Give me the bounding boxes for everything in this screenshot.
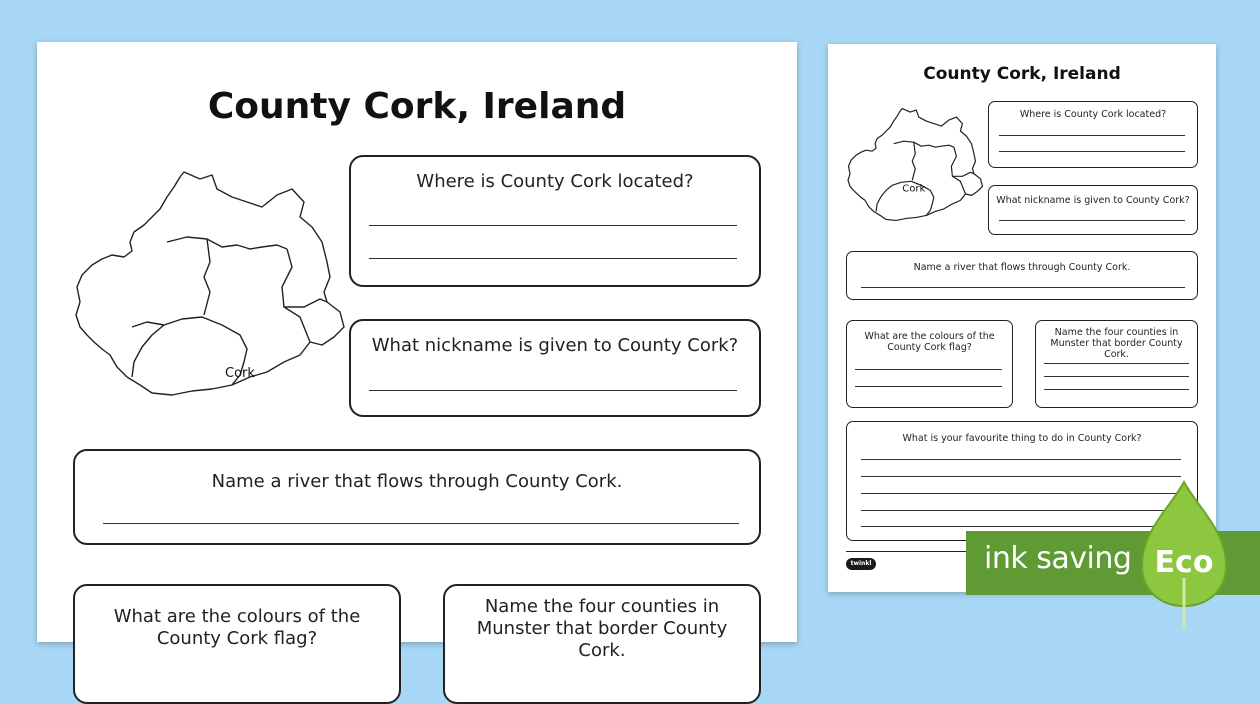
question-counties: Name the four counties in Munster that border County Cork.: [476, 596, 728, 661]
question-flag: What are the colours of the County Cork flag?: [113, 606, 361, 649]
question-box-located-small[interactable]: [988, 101, 1198, 168]
question-nickname: What nickname is given to County Cork?: [371, 335, 739, 356]
ink-saving-label: ink saving: [984, 541, 1132, 576]
question-located: Where is County Cork located?: [416, 171, 694, 192]
question-box-river-small[interactable]: [846, 251, 1198, 300]
question-located-small: Where is County Cork located?: [1019, 109, 1167, 120]
answer-line: [861, 526, 1181, 527]
answer-line: [999, 135, 1185, 136]
eco-leaf-icon: [1138, 478, 1230, 630]
map-label-cork-small: Cork: [902, 183, 926, 195]
worksheet-large-preview: [37, 42, 797, 661]
answer-line: [369, 258, 737, 259]
answer-line: [1044, 363, 1189, 364]
eco-badge-text: Eco: [1154, 545, 1214, 580]
answer-line: [1044, 376, 1189, 377]
cork-map: [72, 167, 347, 402]
answer-line: [855, 386, 1002, 387]
answer-line: [369, 390, 737, 391]
worksheet-title-small: County Cork, Ireland: [923, 64, 1121, 84]
twinkl-logo: twinkl: [846, 558, 876, 570]
worksheet-title: County Cork, Ireland: [207, 86, 627, 127]
answer-line: [999, 220, 1185, 221]
question-box-river[interactable]: [73, 449, 761, 545]
question-favourite-small: What is your favourite thing to do in County Cork?: [902, 433, 1142, 444]
question-box-counties[interactable]: [443, 584, 761, 704]
question-box-located[interactable]: [349, 155, 761, 287]
answer-line: [861, 459, 1181, 460]
question-river-small: Name a river that flows through County Cork.: [913, 262, 1131, 273]
answer-line: [1044, 389, 1189, 390]
question-counties-small: Name the four counties in Munster that border County Cork.: [1050, 327, 1183, 360]
answer-line: [103, 523, 739, 524]
question-box-flag-small[interactable]: [846, 320, 1013, 408]
answer-line: [999, 151, 1185, 152]
answer-line: [861, 510, 1181, 511]
question-flag-small: What are the colours of the County Cork flag?: [864, 331, 995, 353]
question-box-nickname[interactable]: [349, 319, 761, 417]
question-box-counties-small[interactable]: [1035, 320, 1198, 408]
map-label-cork: Cork: [225, 366, 255, 381]
answer-line: [855, 369, 1002, 370]
answer-line: [369, 225, 737, 226]
question-box-nickname-small[interactable]: [988, 185, 1198, 235]
question-nickname-small: What nickname is given to County Cork?: [996, 195, 1190, 206]
question-box-flag[interactable]: [73, 584, 401, 704]
question-river: Name a river that flows through County Cork.: [211, 471, 623, 492]
answer-line: [861, 493, 1181, 494]
answer-line: [861, 287, 1185, 288]
cork-map-small: [846, 106, 984, 224]
answer-line: [861, 476, 1181, 477]
